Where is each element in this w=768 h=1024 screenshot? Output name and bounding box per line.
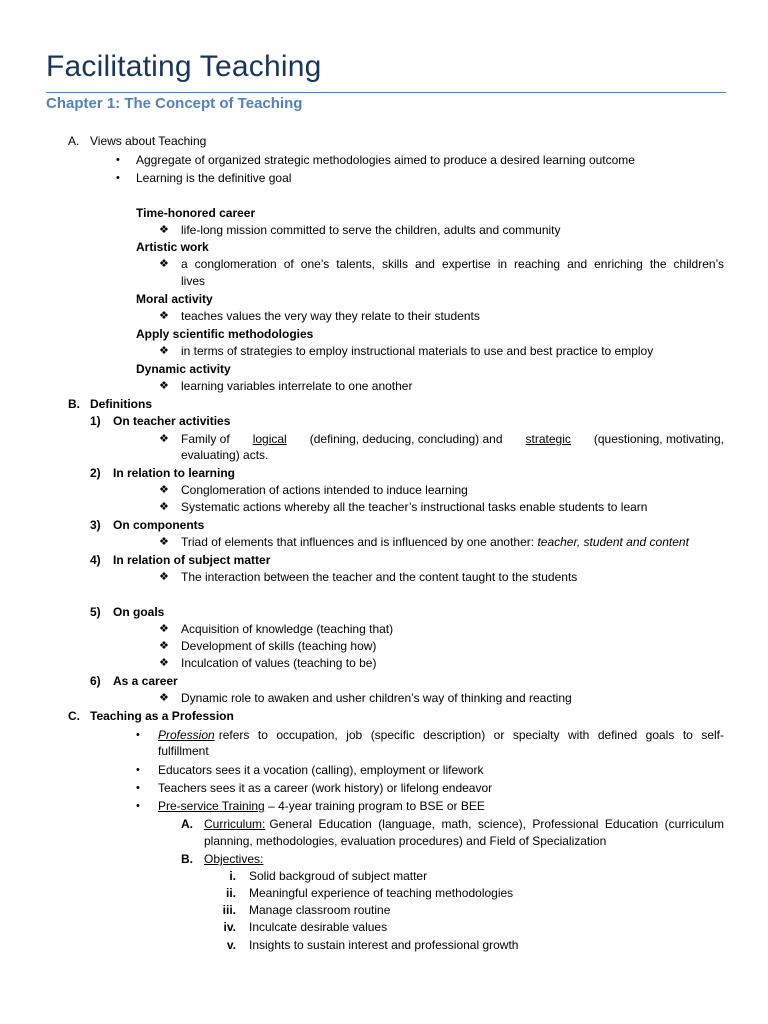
view-scientific-item: in terms of strategies to employ instructional materials to use and best practice to employ — [181, 344, 654, 358]
def-3-text: Triad of elements that influences and is influenced by one another: — [181, 535, 535, 549]
section-a-bullet-2: Learning is the definitive goal — [136, 171, 292, 185]
def-1-term-logical: logical — [252, 432, 287, 446]
section-a-bullet-1: Aggregate of organized strategic methodologies aimed to produce a desired learning outcome — [136, 153, 635, 167]
def-2-heading: In relation to learning — [113, 466, 236, 480]
curriculum-definition-cont: planning, methodologies, evaluation procedures) and Field of Specialization — [204, 834, 607, 848]
def-1-heading: On teacher activities — [113, 414, 231, 428]
objectives-term: Objectives: — [204, 852, 264, 866]
profession-line — [158, 727, 724, 743]
view-moral-item: teaches values the very way they relate to their students — [181, 309, 480, 323]
def-5-number: 5) — [90, 605, 101, 619]
preservice-definition: – 4-year training program to BSE or BEE — [268, 799, 485, 813]
bullet-icon: • — [116, 154, 120, 166]
profession-definition-cont: fulfillment — [158, 744, 209, 758]
diamond-bullet-icon: ❖ — [159, 640, 169, 652]
diamond-bullet-icon: ❖ — [159, 484, 169, 496]
view-dynamic-item: learning variables interrelate to one another — [181, 379, 413, 393]
title-underline — [46, 92, 726, 93]
def-3-italic: teacher, student and content — [537, 535, 689, 549]
objective-item-3: Manage classroom routine — [249, 903, 391, 917]
view-head-dynamic: Dynamic activity — [136, 362, 231, 376]
preservice-line — [158, 798, 485, 814]
diamond-bullet-icon: ❖ — [159, 657, 169, 669]
diamond-bullet-icon: ❖ — [159, 345, 169, 357]
objective-item-2: Meaningful experience of teaching methodologies — [249, 886, 514, 900]
curriculum-definition: General Education (language, math, science), Professional Education (curriculum — [269, 817, 724, 831]
bullet-icon: • — [136, 800, 140, 812]
def-6-item: Dynamic role to awaken and usher children’s way of thinking and reacting — [181, 691, 572, 705]
curriculum-term: Curriculum: — [204, 817, 266, 831]
objective-num-4: iv. — [223, 920, 236, 934]
preservice-term: Pre-service Training — [158, 799, 265, 813]
bullet-icon: • — [136, 729, 140, 741]
objective-num-5: v. — [226, 938, 236, 952]
bullet-icon: • — [136, 764, 140, 776]
section-c-heading: Teaching as a Profession — [90, 709, 234, 723]
def-4-number: 4) — [90, 553, 101, 567]
def-3-heading: On components — [113, 518, 205, 532]
def-5-item-1: Acquisition of knowledge (teaching that) — [181, 622, 394, 636]
curriculum-label: A. — [181, 817, 193, 831]
view-head-moral: Moral activity — [136, 292, 213, 306]
objective-num-1: i. — [229, 869, 236, 883]
view-artistic-item-cont: lives — [181, 274, 206, 288]
diamond-bullet-icon: ❖ — [159, 536, 169, 548]
def-5-item-2: Development of skills (teaching how) — [181, 639, 377, 653]
def-1-text-pre: Family of — [181, 432, 230, 446]
document-title: Facilitating Teaching — [46, 50, 322, 83]
def-3-item — [181, 534, 689, 550]
def-1-number: 1) — [90, 414, 101, 428]
def-4-heading: In relation of subject matter — [113, 553, 271, 567]
objective-item-1: Solid backgroud of subject matter — [249, 869, 428, 883]
view-head-career: Time-honored career — [136, 206, 256, 220]
diamond-bullet-icon: ❖ — [159, 501, 169, 513]
view-career-item: life-long mission committed to serve the children, adults and community — [181, 223, 561, 237]
objectives-label: B. — [181, 852, 193, 866]
curriculum-line — [204, 816, 724, 832]
view-head-artistic: Artistic work — [136, 240, 209, 254]
def-6-heading: As a career — [113, 674, 178, 688]
diamond-bullet-icon: ❖ — [159, 310, 169, 322]
section-a-heading: Views about Teaching — [90, 134, 207, 148]
view-head-scientific: Apply scientific methodologies — [136, 327, 314, 341]
profession-definition: refers to occupation, job (specific description) or specialty with defined goals to self- — [218, 728, 724, 742]
def-1-text-mid: (defining, deducing, concluding) and — [309, 432, 503, 446]
diamond-bullet-icon: ❖ — [159, 433, 169, 445]
def-1-term-strategic: strategic — [525, 432, 571, 446]
objective-num-3: iii. — [222, 903, 236, 917]
section-c-bullet-2: Educators sees it a vocation (calling), employment or lifework — [158, 763, 484, 777]
diamond-bullet-icon: ❖ — [159, 258, 169, 270]
def-2-item-2: Systematic actions whereby all the teacher’s instructional tasks enable students to learn — [181, 500, 648, 514]
objective-num-2: ii. — [225, 886, 236, 900]
bullet-icon: • — [136, 782, 140, 794]
view-artistic-item: a conglomeration of one’s talents, skills and expertise in reaching and enriching the children’s — [181, 257, 724, 271]
def-5-heading: On goals — [113, 605, 165, 619]
objective-item-5: Insights to sustain interest and professional growth — [249, 938, 519, 952]
bullet-icon: • — [116, 172, 120, 184]
section-b-label: B. — [68, 397, 80, 411]
def-3-number: 3) — [90, 518, 101, 532]
objective-item-4: Inculcate desirable values — [249, 920, 388, 934]
diamond-bullet-icon: ❖ — [159, 623, 169, 635]
diamond-bullet-icon: ❖ — [159, 380, 169, 392]
section-c-bullet-3: Teachers sees it as a career (work history) or lifelong endeavor — [158, 781, 493, 795]
section-a-label: A. — [68, 134, 80, 148]
section-c-label: C. — [68, 709, 80, 723]
def-5-item-3: Inculcation of values (teaching to be) — [181, 656, 377, 670]
def-1-text-post: (questioning, motivating, — [593, 432, 724, 446]
section-b-heading: Definitions — [90, 397, 152, 411]
def-6-number: 6) — [90, 674, 101, 688]
chapter-heading: Chapter 1: The Concept of Teaching — [46, 95, 303, 112]
def-4-item: The interaction between the teacher and the content taught to the students — [181, 570, 578, 584]
def-1-line-2: evaluating) acts. — [181, 448, 269, 462]
profession-term: Profession — [158, 728, 215, 742]
diamond-bullet-icon: ❖ — [159, 571, 169, 583]
diamond-bullet-icon: ❖ — [159, 224, 169, 236]
def-2-number: 2) — [90, 466, 101, 480]
def-2-item-1: Conglomeration of actions intended to induce learning — [181, 483, 468, 497]
diamond-bullet-icon: ❖ — [159, 692, 169, 704]
def-1-line-1 — [181, 431, 724, 447]
